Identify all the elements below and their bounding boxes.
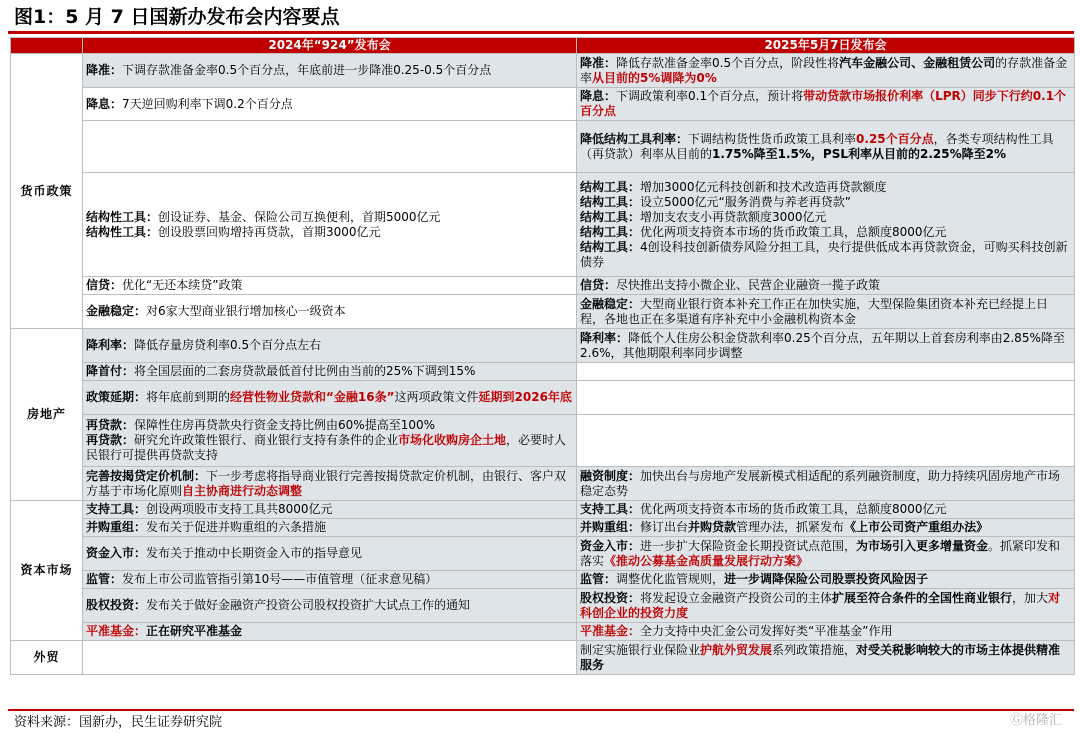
cell-2025: 结构工具：增加3000亿元科技创新和技术改造再贷款额度 结构工具：设立5000亿元“服务消费与养老再贷款” 结构工具：增加支农支小再贷款额度3000亿元 结构工具：优化两项支持资本市场的货币政策工具，总额度8000亿元 结构工具：4创设科技创新债券风险分担工具，央行提供低成本再贷款资金，可购买科技创新债券 <box>577 173 1075 277</box>
policy-comparison-table <box>10 37 1075 675</box>
category-monetary: 货币政策 <box>11 54 83 329</box>
cell-2024: 并购重组：发布关于促进并购重组的六条措施 <box>83 519 577 537</box>
cell-2025: 制定实施银行业保险业护航外贸发展系列政策措施，对受关税影响较大的市场主体提供精准服务 <box>577 641 1075 675</box>
table-row <box>11 623 1075 641</box>
header-row <box>11 38 1075 54</box>
table-row <box>11 589 1075 623</box>
cell-2024: 降息：7天逆回购利率下调0.2个百分点 <box>83 88 577 121</box>
cell-2025: 降准：降低存款准备金率0.5个百分点，阶段性将汽车金融公司、金融租赁公司的存款准备金率从目前的5%调降为0% <box>577 54 1075 88</box>
cell-2025: 股权投资：将发起设立金融资产投资公司的主体扩展至符合条件的全国性商业银行，加大对科创企业的投资力度 <box>577 589 1075 623</box>
cell-2024-empty <box>83 121 577 173</box>
cell-2024: 信贷：优化“无还本续贷”政策 <box>83 277 577 295</box>
watermark-logo: Ⓖ格隆汇 <box>1010 713 1063 728</box>
cell-2025: 平准基金：全力支持中央汇金公司发挥好类“平准基金”作用 <box>577 623 1075 641</box>
cell-2024: 降利率：降低存量房贷利率0.5个百分点左右 <box>83 329 577 363</box>
table-row <box>11 381 1075 415</box>
cell-2025: 并购重组：修订出台并购贷款管理办法，抓紧发布《上市公司资产重组办法》 <box>577 519 1075 537</box>
cell-2025: 支持工具：优化两项支持资本市场的货币政策工具，总额度8000亿元 <box>577 501 1075 519</box>
cell-2024: 降准：下调存款准备金率0.5个百分点，年底前进一步降准0.25-0.5个百分点 <box>83 54 577 88</box>
table-row <box>11 501 1075 519</box>
cell-2024: 降首付：将全国层面的二套房贷款最低首付比例由当前的25%下调到15% <box>83 363 577 381</box>
figure-title: 图1：5 月 7 日国新办发布会内容要点 <box>14 6 340 28</box>
cell-2025-empty <box>577 381 1075 415</box>
cell-2024: 支持工具：创设两项股市支持工具共8000亿元 <box>83 501 577 519</box>
cell-2025: 金融稳定：大型商业银行资本补充工作正在加快实施，大型保险集团资本补充已经提上日程，各地也正在多渠道有序补充中小金融机构资本金 <box>577 295 1075 329</box>
table-row <box>11 415 1075 467</box>
cell-2024: 股权投资：发布关于做好金融资产投资公司股权投资扩大试点工作的通知 <box>83 589 577 623</box>
table-row <box>11 88 1075 121</box>
category-trade: 外贸 <box>11 641 83 675</box>
table-row <box>11 54 1075 88</box>
footer-rule <box>8 709 1074 711</box>
table-row <box>11 121 1075 173</box>
cell-2024: 平准基金：正在研究平准基金 <box>83 623 577 641</box>
cell-2024: 结构性工具：创设证券、基金、保险公司互换便利，首期5000亿元 结构性工具：创设股票回购增持再贷款，首期3000亿元 <box>83 173 577 277</box>
cell-2024-empty <box>83 641 577 675</box>
cell-2024: 再贷款：保障性住房再贷款央行资金支持比例由60%提高至100% 再贷款：研究允许政策性银行、商业银行支持有条件的企业市场化收购房企土地，必要时人民银行可提供再贷款支持 <box>83 415 577 467</box>
cell-2025: 资金入市：进一步扩大保险资金长期投资试点范围，为市场引入更多增量资金。抓紧印发和落实《推动公募基金高质量发展行动方案》 <box>577 537 1075 571</box>
cell-2025: 融资制度：加快出台与房地产发展新模式相适配的系列融资制度，助力持续巩固房地产市场稳定态势 <box>577 467 1075 501</box>
cell-2025: 监管：调整优化监管规则，进一步调降保险公司股票投资风险因子 <box>577 571 1075 589</box>
cell-2025: 降利率：降低个人住房公积金贷款利率0.25个百分点，五年期以上首套房利率由2.85%降至2.6%，其他期限利率同步调整 <box>577 329 1075 363</box>
cell-2025-empty <box>577 363 1075 381</box>
cell-2025: 信贷：尽快推出支持小微企业、民营企业融资一揽子政策 <box>577 277 1075 295</box>
watermark-icon: Ⓖ <box>1010 713 1024 728</box>
table-row <box>11 641 1075 675</box>
header-2024: 2024年“924”发布会 <box>83 38 577 54</box>
source-note: 资料来源：国新办，民生证券研究院 <box>14 715 223 730</box>
table-row <box>11 363 1075 381</box>
table-row <box>11 295 1075 329</box>
category-capital: 资本市场 <box>11 501 83 641</box>
table-row <box>11 329 1075 363</box>
cell-2024: 完善按揭贷定价机制：下一步考虑将指导商业银行完善按揭贷款定价机制，由银行、客户双方基于市场化原则自主协商进行动态调整 <box>83 467 577 501</box>
header-2025: 2025年5月7日发布会 <box>577 38 1075 54</box>
cell-2024: 政策延期：将年底前到期的经营性物业贷款和“金融16条”这两项政策文件延期到2026年底 <box>83 381 577 415</box>
table-row <box>11 277 1075 295</box>
cell-2025: 降息：下调政策利率0.1个百分点，预计将带动贷款市场报价利率（LPR）同步下行约0.1个百分点 <box>577 88 1075 121</box>
table-row <box>11 519 1075 537</box>
cell-2024: 监管：发布上市公司监管指引第10号——市值管理（征求意见稿） <box>83 571 577 589</box>
cell-2025-empty <box>577 415 1075 467</box>
title-rule <box>8 31 1074 34</box>
table-row <box>11 537 1075 571</box>
cell-2024: 资金入市：发布关于推动中长期资金入市的指导意见 <box>83 537 577 571</box>
cell-2025: 降低结构工具利率：下调结构货性货币政策工具利率0.25个百分点，各类专项结构性工具（再贷款）利率从目前的1.75%降至1.5%，PSL利率从目前的2.25%降至2% <box>577 121 1075 173</box>
header-category <box>11 38 83 54</box>
table-row <box>11 571 1075 589</box>
cell-2024: 金融稳定：对6家大型商业银行增加核心一级资本 <box>83 295 577 329</box>
table-row <box>11 467 1075 501</box>
category-realestate: 房地产 <box>11 329 83 501</box>
table-row <box>11 173 1075 277</box>
